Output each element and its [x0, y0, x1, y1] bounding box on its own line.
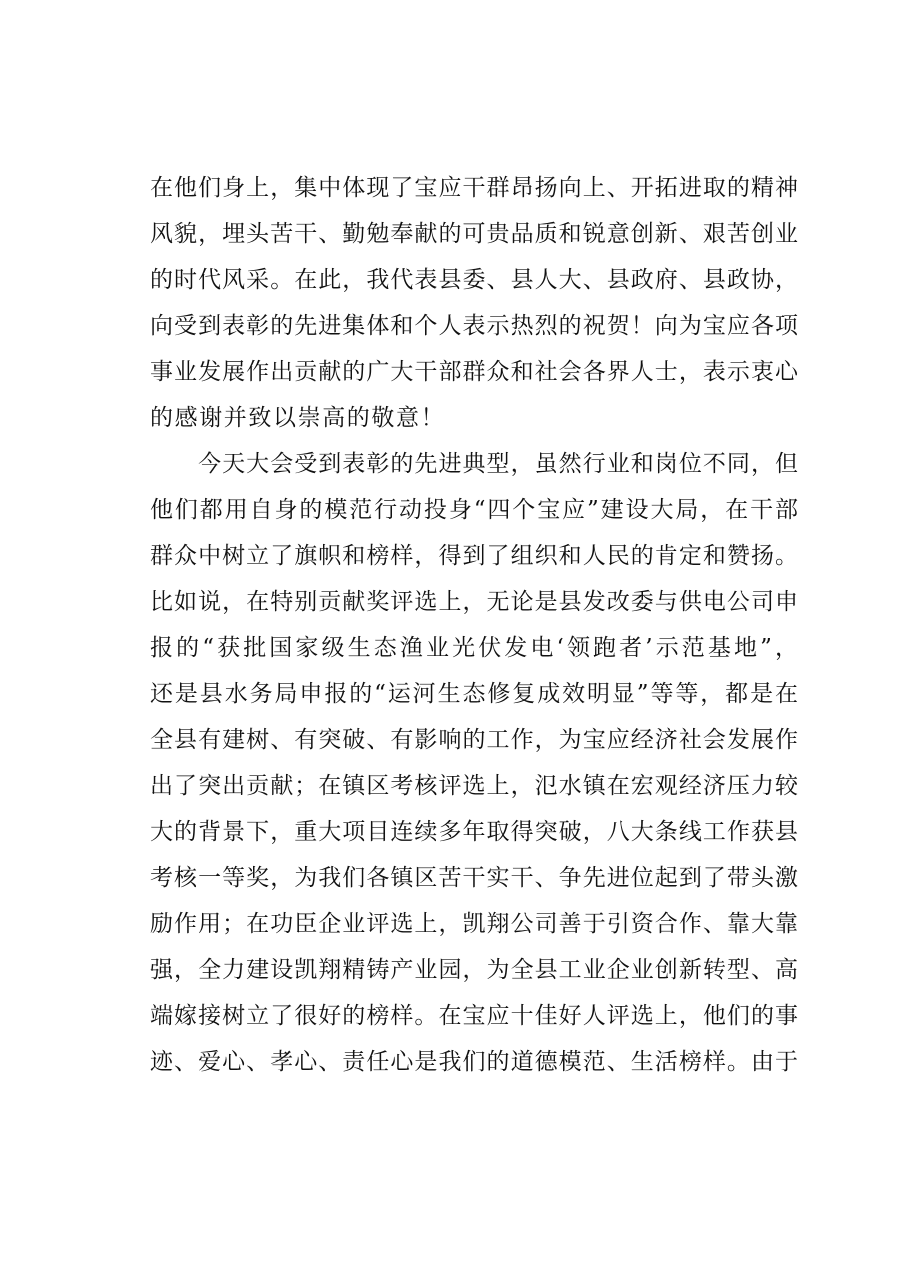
text-line: 强，全力建设凯翔精铸产业园，为全县工业企业创新转型、高: [150, 957, 798, 983]
text-line: 风貌，埋头苦干、勤勉奉献的可贵品质和锐意创新、艰苦创业: [150, 221, 798, 247]
text-line: 报的“获批国家级生态渔业光伏发电‘领跑者’示范基地”，: [150, 635, 798, 661]
text-line: 大的背景下，重大项目连续多年取得突破，八大条线工作获县: [150, 819, 798, 845]
text-line: 在他们身上，集中体现了宝应干群昂扬向上、开拓进取的精神: [150, 175, 798, 201]
text-line: 他们都用自身的模范行动投身“四个宝应”建设大局，在干部: [150, 497, 798, 523]
text-line: 群众中树立了旗帜和榜样，得到了组织和人民的肯定和赞扬。: [150, 543, 798, 569]
text-line: 事业发展作出贡献的广大干部群众和社会各界人士，表示衷心: [150, 359, 798, 385]
text-line: 端嫁接树立了很好的榜样。在宝应十佳好人评选上，他们的事: [150, 1003, 798, 1029]
text-line: 比如说，在特别贡献奖评选上，无论是县发改委与供电公司申: [150, 589, 798, 615]
text-line: 全县有建树、有突破、有影响的工作，为宝应经济社会发展作: [150, 727, 798, 753]
text-line: 的感谢并致以崇高的敬意！: [150, 405, 446, 431]
text-line: 励作用；在功臣企业评选上，凯翔公司善于引资合作、靠大靠: [150, 911, 798, 937]
text-line: 迹、爱心、孝心、责任心是我们的道德模范、生活榜样。由于: [150, 1049, 798, 1075]
text-line: 出了突出贡献；在镇区考核评选上，氾水镇在宏观经济压力较: [150, 773, 798, 799]
text-line: 考核一等奖，为我们各镇区苦干实干、争先进位起到了带头激: [150, 865, 798, 891]
text-line: 向受到表彰的先进集体和个人表示热烈的祝贺！向为宝应各项: [150, 313, 798, 339]
text-line: 今天大会受到表彰的先进典型，虽然行业和岗位不同，但: [150, 451, 798, 477]
text-line: 的时代风采。在此，我代表县委、县人大、县政府、县政协，: [150, 267, 798, 293]
text-line: 还是县水务局申报的“运河生态修复成效明显”等等，都是在: [150, 681, 798, 707]
body-text: [150, 165, 798, 1085]
